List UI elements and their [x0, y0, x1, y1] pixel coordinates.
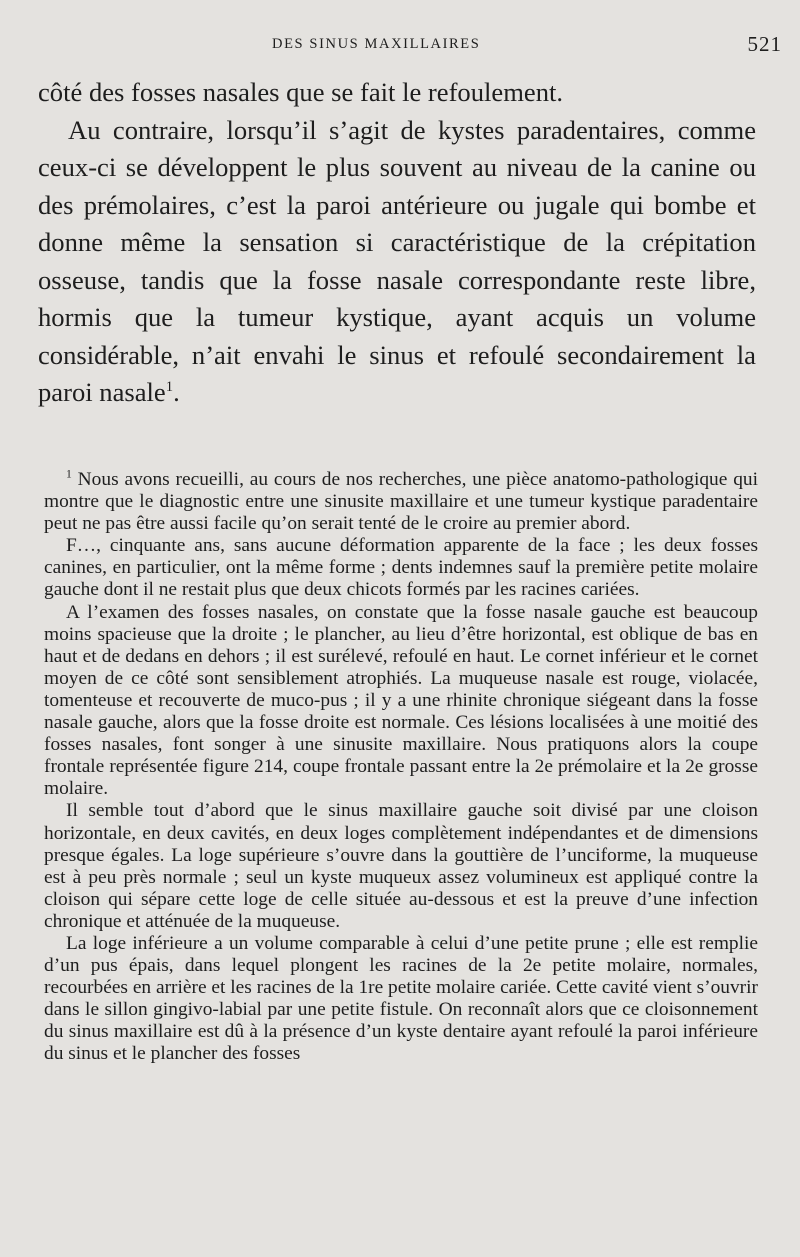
footnote-paragraph [44, 469, 758, 535]
footnote-paragraph: La loge inférieure a un volume comparable à celui d’une petite prune ; elle est remplie d’un pus épais, dans lequel plongent les racines de la 2e petite molaire, normales, recourbées en arrière et les racines de la 1re petite molaire cariée. Cette cavité vient s’ouvrir dans le sillon gingivo-labial par une petite fistule. On reconnaît alors que ce cloisonnement du sinus maxillaire est dû à la présence d’un kyste dentaire ayant refoulé la paroi inférieure du sinus et le plancher des fosses [44, 932, 758, 1065]
main-paragraph-continued: côté des fosses nasales que se fait le refoulement. [38, 77, 564, 107]
main-paragraph-text: Au contraire, lorsqu’il s’agit de kystes paradentaires, comme ceux-ci se développent le plus souvent au niveau de la canine ou des prémolaires, c’est la paroi antérieure ou jugale qui bombe et donne même la sensation si caractéristique de la crépitation osseuse, tandis que la fosse nasale correspondante reste libre, hormis que la tumeur kystique, ayant acquis un volume considérable, n’ait envahi le sinus et refoulé secondairement la paroi nasale [38, 114, 756, 407]
main-paragraph [38, 112, 756, 412]
page-number: 521 [747, 32, 782, 56]
footnote-paragraph: Il semble tout d’abord que le sinus maxillaire gauche soit divisé par une cloison horizontale, en deux cavités, en deux loges complètement indépendantes et de dimensions presque égales. La loge supérieure s’ouvre dans la gouttière de l’unciforme, la muqueuse est à peu près normale ; seul un kyste muqueux assez volumineux est appliqué contre la cloison qui sépare cette loge de celle située au-dessous et est la preuve d’une infection chronique et atténuée de la muqueuse. [44, 800, 758, 932]
footnote-paragraph: A l’examen des fosses nasales, on constate que la fosse nasale gauche est beaucoup moins spacieuse que la droite ; le plancher, au lieu d’être horizontal, est oblique de bas en haut et de dedans en dehors ; il est surélevé, refoulé en haut. Le cornet inférieur et le cornet moyen de ce côté sont sensiblement atrophiés. La muqueuse nasale est rouge, violacée, tomenteuse et recouverte de muco-pus ; il y a une rhinite chronique siégeant dans la fosse nasale gauche, alors que la fosse droite est normale. Ces lésions localisées à une moitié des fosses nasales, font songer à une sinusite maxillaire. Nous pratiquons alors la coupe frontale représentée figure 214, coupe frontale passant entre la 2e prémolaire et la 2e grosse molaire. [44, 601, 758, 800]
footnote-reference: 1 [165, 379, 174, 396]
paragraph-end-punctuation: . [173, 377, 180, 407]
footnote-text: Nous avons recueilli, au cours de nos recherches, une pièce anatomo-pathologique qui montre que le diagnostic entre une sinusite maxillaire et une tumeur kystique paradentaire peut ne pas être aussi facile qu’on serait tenté de le croire au premier abord. [44, 469, 758, 535]
footnote-paragraph: F…, cinquante ans, sans aucune déformation apparente de la face ; les deux fosses canines, en particulier, ont la même forme ; dents indemnes sauf la première petite molaire gauche dont il ne restait plus que deux chicots formés par les racines cariées. [44, 535, 758, 601]
main-text [38, 74, 756, 412]
running-head [0, 32, 800, 56]
footnote-marker: 1 [66, 467, 72, 481]
footnotes [44, 469, 758, 1066]
running-title: DES SINUS MAXILLAIRES [272, 36, 481, 52]
